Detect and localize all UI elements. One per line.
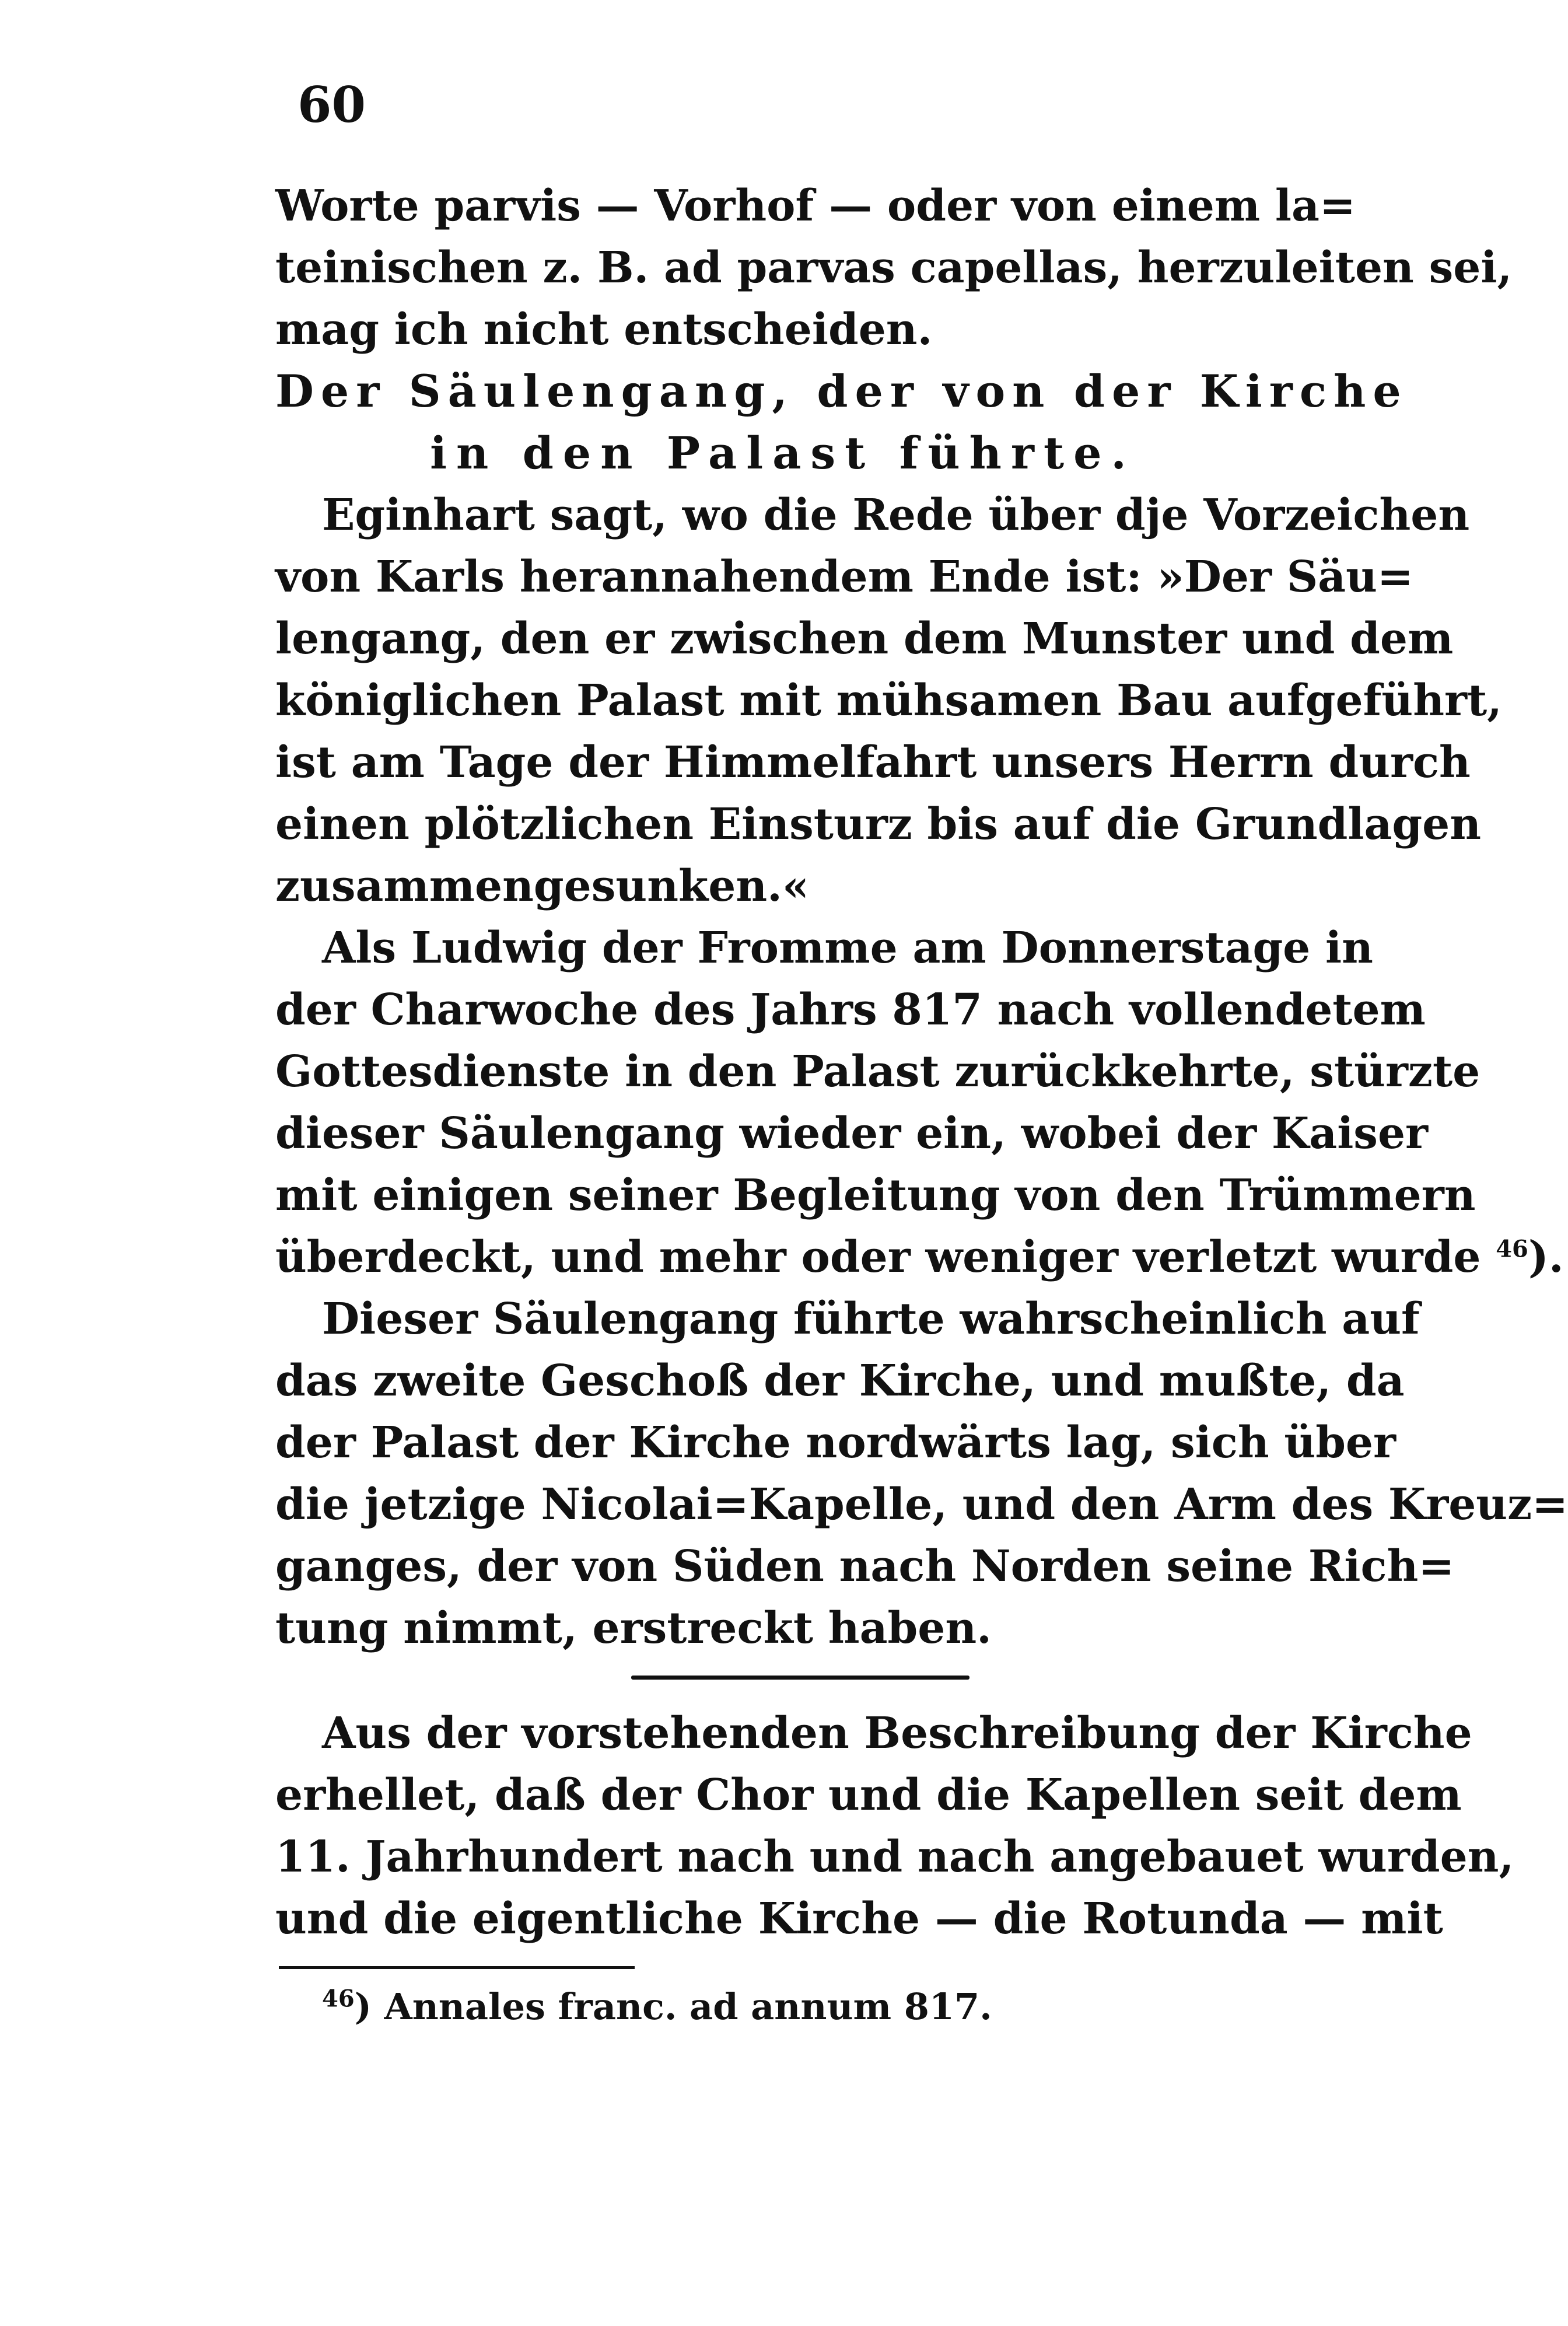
text-line: teinischen z. B. ad parvas capellas, herzuleiten sei, (275, 243, 1513, 293)
text-line: mit einigen seiner Begleitung von den Trümmern (275, 1170, 1476, 1220)
text-line: mag ich nicht entscheiden. (275, 305, 933, 355)
section-divider (631, 1676, 970, 1680)
main-text (275, 175, 1568, 1659)
text-line: Als Ludwig der Fromme am Donnerstage in (322, 923, 1373, 973)
section-heading-line-2: in den Palast führte. (430, 427, 1136, 479)
text-line: ist am Tage der Himmelfahrt unsers Herrn durch (275, 737, 1471, 788)
text-line: königlichen Palast mit mühsamen Bau aufgeführt, (275, 676, 1502, 726)
text-line: Gottesdienste in den Palast zurückkehrte, stürzte (275, 1047, 1480, 1097)
footnote-rule (279, 1966, 635, 1969)
footnote-marker: 46 (322, 1985, 355, 2013)
text-line: tung nimmt, erstreckt haben. (275, 1603, 992, 1653)
footnote-text: Annales franc. ad annum 817. (372, 1985, 992, 2028)
text-line: Worte parvis — Vorhof — oder von einem la= (275, 181, 1356, 231)
text-line: von Karls herannahendem Ende ist: »Der Säu= (275, 552, 1413, 602)
footnote-reference-suffix: ). (1528, 1232, 1564, 1282)
text-line: ganges, der von Süden nach Norden seine Rich= (275, 1541, 1455, 1592)
text-line-body: überdeckt, und mehr oder weniger verletzt wurde (275, 1232, 1481, 1282)
text-line: das zweite Geschoß der Kirche, und mußte, da (275, 1356, 1405, 1406)
text-line: lengang, den er zwischen dem Munster und dem (275, 614, 1454, 664)
page-number: 60 (298, 76, 366, 134)
text-line: 11. Jahrhundert nach und nach angebauet wurden, (275, 1832, 1514, 1882)
text-line-with-footnote (275, 1226, 1564, 1288)
text-line: Aus der vorstehenden Beschreibung der Kirche (322, 1708, 1472, 1758)
footnote-marker-suffix: ) (354, 1985, 372, 2028)
text-line: und die eigentliche Kirche — die Rotunda — mit (275, 1894, 1443, 1944)
text-line: dieser Säulengang wieder ein, wobei der Kaiser (275, 1108, 1429, 1159)
text-line: Dieser Säulengang führte wahrscheinlich auf (322, 1294, 1420, 1344)
text-line: Eginhart sagt, wo die Rede über dje Vorzeichen (322, 490, 1470, 540)
section-heading-line-1: Der Säulengang, der von der Kirche (275, 365, 1408, 417)
text-line: der Palast der Kirche nordwärts lag, sich über (275, 1418, 1396, 1468)
text-line: erhellet, daß der Chor und die Kapellen seit dem (275, 1770, 1462, 1820)
text-line: zusammengesunken.« (275, 861, 810, 911)
footnote-reference: 46 (1496, 1235, 1528, 1263)
footnote (322, 1981, 992, 2033)
text-line: einen plötzlichen Einsturz bis auf die Grundlagen (275, 799, 1482, 849)
text-line: die jetzige Nicolai=Kapelle, und den Arm des Kreuz= (275, 1479, 1568, 1530)
text-line: der Charwoche des Jahrs 817 nach vollendetem (275, 985, 1426, 1035)
closing-paragraph (275, 1702, 1514, 1950)
